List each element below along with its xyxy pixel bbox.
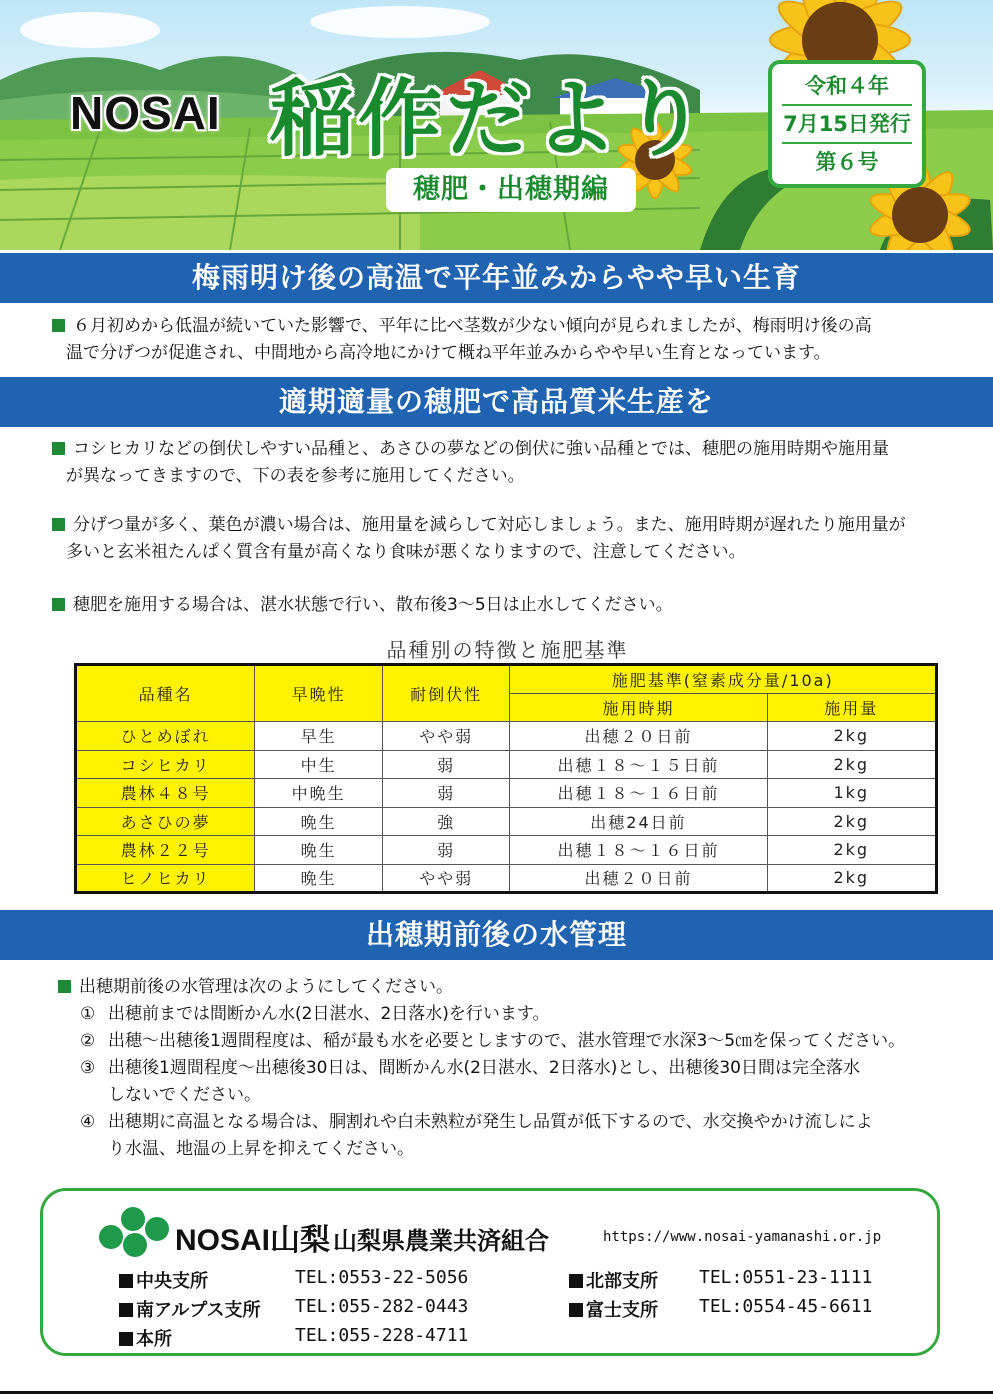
- header-amount: 施用量: [767, 693, 937, 722]
- cell-variety: ひとめぼれ: [76, 722, 255, 751]
- cell-maturity: 晩生: [255, 807, 383, 836]
- cell-amount: 2kg: [767, 750, 937, 779]
- section3-heading: 出穂期前後の水管理: [0, 910, 993, 960]
- cell-timing: 出穂１８～１５日前: [510, 750, 767, 779]
- page-subtitle: 穂肥・出穂期編: [386, 168, 636, 212]
- nosai-dots-logo-icon: [97, 1205, 171, 1259]
- section1-heading: 梅雨明け後の高温で平年並みからやや早い生育: [0, 253, 993, 303]
- cell-timing: 出穂２０日前: [510, 864, 767, 893]
- office-fuji: 富士支所 TEL:0554-45-6611: [569, 1296, 658, 1322]
- section2-paragraph-3: 穂肥を施用する場合は、湛水状態で行い、散布後3～5日は止水してください。: [52, 592, 962, 619]
- cell-timing: 出穂２０日前: [510, 722, 767, 751]
- issue-era: 令和４年: [782, 68, 912, 106]
- header-maturity: 早晩性: [255, 665, 383, 722]
- bullet-square-icon: [52, 598, 65, 611]
- cell-lodging: 弱: [382, 779, 510, 808]
- header-standard: 施肥基準(窒素成分量/10a): [510, 665, 937, 694]
- issue-info-box: [768, 60, 926, 188]
- cell-amount: 2kg: [767, 864, 937, 893]
- section2-paragraph-2: 分げつ量が多く、葉色が濃い場合は、施用量を減らして対応しましょう。また、施用時期が遅れたり施用量が 多いと玄米祖たんぱく質含有量が高くなり食味が悪くなりますので、注意してください。: [52, 512, 962, 566]
- cell-timing: 出穂24日前: [510, 807, 767, 836]
- page-title: 稲作だより: [270, 70, 711, 168]
- fertilizer-table: [74, 663, 938, 894]
- list-item: ④ 出穂期に高温となる場合は、胴割れや白未熟粒が発生し品質が低下するので、水交換やかけ流しによ り水温、地温の上昇を抑えてください。: [80, 1112, 873, 1159]
- header-variety: 品種名: [76, 665, 255, 722]
- cell-variety: コシヒカリ: [76, 750, 255, 779]
- office-head: 本所 TEL:055-228-4711: [119, 1325, 172, 1351]
- water-intro: 出穂期前後の水管理は次のようにしてください。: [58, 974, 968, 1001]
- cell-maturity: 中晩生: [255, 779, 383, 808]
- cell-lodging: 弱: [382, 750, 510, 779]
- office-phone: TEL:0553-22-5056: [295, 1267, 469, 1288]
- issue-date: 7月15日発行: [782, 106, 912, 144]
- cell-maturity: 早生: [255, 722, 383, 751]
- cell-lodging: 弱: [382, 836, 510, 865]
- table-row: [76, 750, 937, 779]
- cell-timing: 出穂１８～１６日前: [510, 779, 767, 808]
- cell-maturity: 中生: [255, 750, 383, 779]
- issue-number: 第６号: [815, 150, 879, 174]
- cell-variety: あさひの夢: [76, 807, 255, 836]
- table-row: [76, 722, 937, 751]
- cell-amount: 2kg: [767, 807, 937, 836]
- nosai-logo: NOSAI: [70, 87, 221, 139]
- table-row: [76, 864, 937, 893]
- section1-paragraph: ６月初めから低温が続いていた影響で、平年に比べ茎数が少ない傾向が見られましたが、梅雨明け後の高 温で分げつが促進され、中間地から高冷地にかけて概ね平年並みからやや早い生育となっています。: [52, 313, 962, 367]
- list-item: ① 出穂前までは間断かん水(2日湛水、2日落水)を行います。: [80, 1004, 550, 1024]
- table-caption: 品種別の特徴と施肥基準: [386, 638, 629, 662]
- bullet-square-icon: [52, 518, 65, 531]
- footer-website-link[interactable]: https://www.nosai-yamanashi.or.jp: [603, 1229, 882, 1245]
- bottom-divider: [0, 1391, 993, 1394]
- cell-variety: 農林２２号: [76, 836, 255, 865]
- water-management-list: [58, 974, 968, 1163]
- header-banner: [0, 0, 993, 250]
- section2-paragraph-1: コシヒカリなどの倒伏しやすい品種と、あさひの夢などの倒伏に強い品種とでは、穂肥の施用時期や施用量 が異なってきますので、下の表を参考に施用してください。: [52, 436, 962, 490]
- footer-org-name: 山梨県農業共済組合: [333, 1227, 549, 1255]
- office-phone: TEL:055-228-4711: [295, 1325, 469, 1346]
- header-timing: 施用時期: [510, 693, 767, 722]
- footer-contact-box: [40, 1188, 940, 1356]
- table-row: [76, 836, 937, 865]
- office-hokubu: 北部支所 TEL:0551-23-1111: [569, 1267, 658, 1293]
- header-lodging: 耐倒伏性: [382, 665, 510, 722]
- cell-lodging: 強: [382, 807, 510, 836]
- cell-timing: 出穂１８～１６日前: [510, 836, 767, 865]
- table-row: [76, 807, 937, 836]
- cell-lodging: やや弱: [382, 722, 510, 751]
- office-phone: TEL:0554-45-6611: [699, 1296, 873, 1317]
- section2-heading: 適期適量の穂肥で高品質米生産を: [0, 377, 993, 427]
- office-minami-alps: 南アルプス支所 TEL:055-282-0443: [119, 1296, 261, 1322]
- bullet-square-icon: [52, 319, 65, 332]
- cell-lodging: やや弱: [382, 864, 510, 893]
- list-item: ② 出穂～出穂後1週間程度は、稲が最も水を必要としますので、湛水管理で水深3～5㎝を保ってください。: [80, 1031, 906, 1051]
- cell-maturity: 晩生: [255, 836, 383, 865]
- bullet-square-icon: [52, 442, 65, 455]
- cell-variety: ヒノヒカリ: [76, 864, 255, 893]
- office-phone: TEL:0551-23-1111: [699, 1267, 873, 1288]
- office-central: 中央支所 TEL:0553-22-5056: [119, 1267, 208, 1293]
- footer-nosai-logo: NOSAI山梨: [175, 1224, 331, 1257]
- list-item: ③ 出穂後1週間程度～出穂後30日は、間断かん水(2日湛水、2日落水)とし、出穂後30日間は完全落水 しないでください。: [80, 1058, 860, 1105]
- office-phone: TEL:055-282-0443: [295, 1296, 469, 1317]
- cell-amount: 2kg: [767, 722, 937, 751]
- table-row: [76, 779, 937, 808]
- cell-amount: 2kg: [767, 836, 937, 865]
- bullet-square-icon: [58, 980, 71, 993]
- cell-amount: 1kg: [767, 779, 937, 808]
- cell-maturity: 晩生: [255, 864, 383, 893]
- cell-variety: 農林４８号: [76, 779, 255, 808]
